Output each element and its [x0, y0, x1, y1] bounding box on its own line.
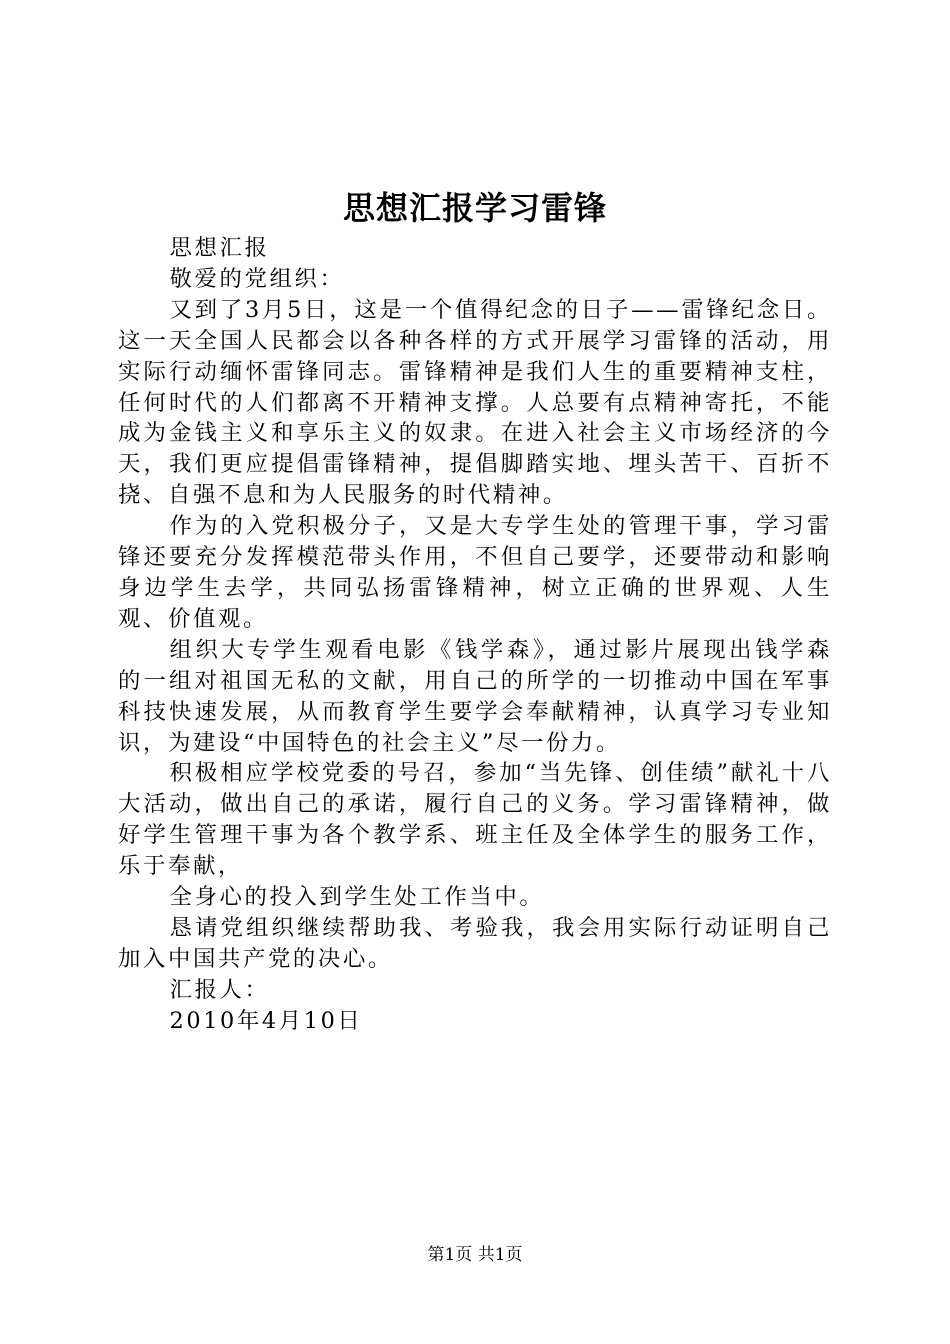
reporter-line: 汇报人：: [169, 976, 270, 1003]
page-footer: 第1页 共1页: [427, 1245, 523, 1265]
document-body: [118, 233, 832, 1037]
salutation: 敬爱的党组织：: [169, 265, 345, 292]
paragraph: 组织大专学生观看电影《钱学森》，通过影片展现出钱学森的一组对祖国无私的文献，用自己的所学的一切推动中国在军事科技快速发展，从而教育学生要学会奉献精神，认真学习专业知识，为建设“中国特色的社会主义”尽一份力。: [118, 636, 832, 756]
document-title: 思想汇报学习雷锋: [342, 189, 607, 227]
paragraph: 积极相应学校党委的号召，参加“当先锋、创佳绩”献礼十八大活动，做出自己的承诺，履行自己的义务。学习雷锋精神，做好学生管理干事为各个教学系、班主任及全体学生的服务工作，乐于奉献，: [118, 760, 832, 880]
paragraph: 恳请党组织继续帮助我、考验我，我会用实际行动证明自己加入中国共产党的决心。: [118, 914, 832, 972]
paragraph: 又到了3月5日，这是一个值得纪念的日子——雷锋纪念日。这一天全国人民都会以各种各样的方式开展学习雷锋的活动，用实际行动缅怀雷锋同志。雷锋精神是我们人生的重要精神支柱，任何时代的人们都离不开精神支撑。人总要有点精神寄托，不能成为金钱主义和享乐主义的奴隶。在进入社会主义市场经济的今天，我们更应提倡雷锋精神，提倡脚踏实地、埋头苦干、百折不挠、自强不息和为人民服务的时代精神。: [118, 296, 832, 509]
paragraph: 全身心的投入到学生处工作当中。: [169, 884, 545, 911]
date-line: 2010年4月10日: [169, 1007, 363, 1034]
heading-line: 思想汇报: [169, 235, 270, 261]
paragraph: 作为的入党积极分子，又是大专学生处的管理干事，学习雷锋还要充分发挥模范带头作用，不但自己要学，还要带动和影响身边学生去学，共同弘扬雷锋精神，树立正确的世界观、人生观、价值观。: [118, 513, 832, 632]
